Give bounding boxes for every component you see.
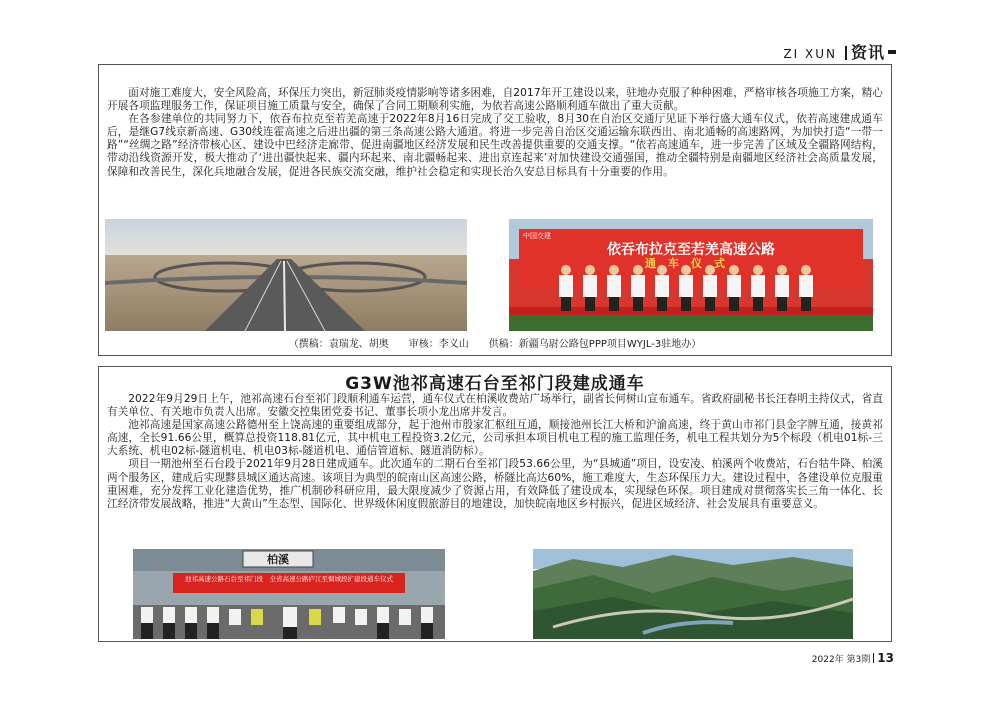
article2-paragraph: 项目一期池州至石台段于2021年9月28日建成通车。此次通车的二期石台至祁门段53.66公里，为“县城通”项目，设安凌、柏溪两个收费站，石台牯牛降、柏溪两个服务区，建成后实现黟县城区通达高速。该项目为典型的皖南山区高速公路，桥隧比高达60%，施工难度大，生态环保压力大。建设过程中，各建设单位克服重重困难，充分发挥工业化建造优势，推广机制砂科研应用，最大限度减少了资源占用，有效降低了建设成本，实现绿色环保。项目建成对贯彻落实长三角一体化、长江经济带发展战略，推进“大黄山”生态型、国际化、世界级休闲度假旅游目的地建设，加快皖南地区乡村振兴，促进区域经济、社会发展具有重要意义。 <box>107 458 883 510</box>
photo-highway-interchange <box>105 219 467 331</box>
article2-title: G3W池祁高速石台至祁门段建成通车 <box>345 374 645 394</box>
banner-subtitle: 通车仪式 <box>645 257 737 270</box>
toll-station-sign: 柏溪 <box>267 553 289 566</box>
mountain-highway-image <box>533 549 853 639</box>
article-box-2 <box>98 366 892 642</box>
article-box-1 <box>98 64 892 356</box>
banner-logo: 中国交建 <box>523 232 551 240</box>
article1-paragraph: 面对施工难度大，安全风险高，环保压力突出，新冠肺炎疫情影响等诸多困难，自2017年开工建设以来，驻地办克服了种种困难，严格审核各项施工方案，精心开展各项监理服务工作，保证项目施工质量与安全，确保了合同工期顺利实施，为依若高速公路顺利通车做出了重大贡献。 <box>107 87 883 113</box>
header-divider <box>845 46 847 60</box>
page-footer <box>812 651 894 665</box>
article2-paragraph: 池祁高速是国家高速公路德州至上饶高速的重要组成部分，起于池州市殷家汇枢纽互通，顺接池州长江大桥和沪渝高速，终于黄山市祁门县金字牌互通，接黄祁高速，全长91.66公里，概算总投资118.81亿元，其中机电工程投资3.2亿元，公司承担本项目机电工程的施工监理任务，机电工程共划分为5个标段（机电01标-三大系统、机电02标-隧道机电、机电03标-隧道机电、通信管道标、隧道消防标）。 <box>107 419 883 458</box>
header-dash <box>888 50 896 54</box>
photo-toll-station-ceremony <box>133 549 445 639</box>
section-header <box>783 40 896 63</box>
highway-interchange-image <box>105 219 467 331</box>
section-header-latin: ZI XUN <box>783 47 837 61</box>
issue-label: 2022年 第3期 <box>811 655 871 665</box>
toll-station-banner: 池祁高速公路石台至祁门段 全省高速公路庐江至铜城段扩建段通车仪式 <box>185 575 393 583</box>
article1-paragraph: 在各参建单位的共同努力下，依吞布拉克至若羌高速于2022年8月16日完成了交工验收，8月30在自治区交通厅见证下举行盛大通车仪式，依若高速建成通车后，是继G7线京新高速、G30线连霍高速之后进出疆的第三条高速公路大通道。将进一步完善自治区交通运输东联西出、南北通畅的高速路网，为加快打造“一带一路”“丝绸之路”经济带核心区、建设中巴经济走廊带、促进南疆地区经济发展和民生改善提供重要的交通支撑。“依若高速通车，进一步完善了区域及全疆路网结构，带动沿线资源开发，极大推动了‘进出疆快起来、疆内环起来、南北疆畅起来、进出京连起来’对加快建设交通强国，推动全疆特别是南疆地区经济社会高质量发展，保障和改善民生，深化兵地融合发展，促进各民族交流交融，维护社会稳定和实现长治久安总目标具有十分重要的作用。 <box>107 113 883 178</box>
section-header-cn: 资讯 <box>850 43 885 62</box>
ceremony-image <box>509 219 873 331</box>
article1-body <box>107 87 883 179</box>
article2-paragraph: 2022年9月29日上午，池祁高速石台至祁门段顺利通车运营，通车仪式在柏溪收费站广场举行，副省长何树山宣布通车。省政府副秘书长汪春明主持仪式，省直有关单位、有关地市负责人出席。安徽交控集团党委书记、董事长项小龙出席并发言。 <box>107 393 883 419</box>
photo-opening-ceremony <box>509 219 873 331</box>
footer-divider <box>873 653 874 663</box>
banner-title: 依吞布拉克至若羌高速公路 <box>607 242 775 258</box>
article1-caption: （撰稿：袁瑞龙、胡奥 审核：李义山 供稿：新疆乌尉公路包PPP项目WYJL-3驻地办） <box>288 339 702 350</box>
article2-body <box>107 393 883 511</box>
photo-mountain-highway <box>533 549 853 639</box>
page-number: 13 <box>877 651 894 665</box>
